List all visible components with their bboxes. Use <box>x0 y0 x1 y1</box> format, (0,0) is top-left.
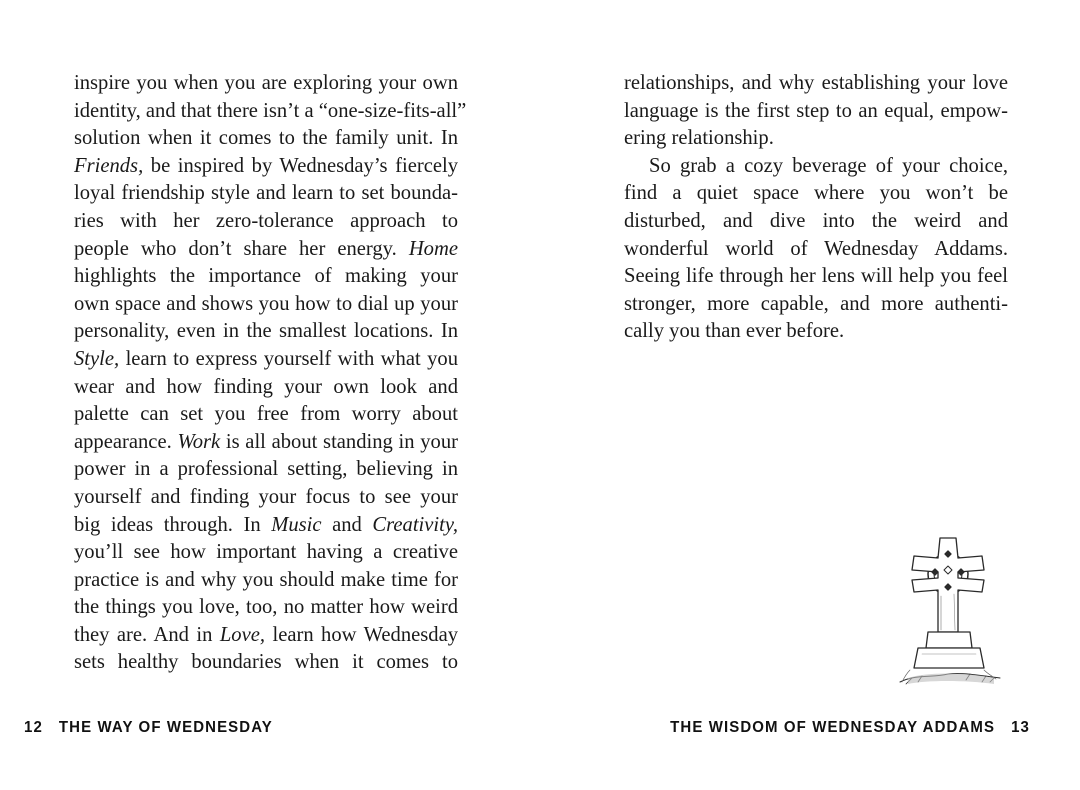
page-number: 12 <box>24 718 43 737</box>
body-line: inspire you when you are exploring your own <box>74 72 458 94</box>
section-name-music: Music <box>271 513 322 536</box>
body-line: sets healthy boundaries when it comes to <box>74 651 458 674</box>
right-page-body <box>624 70 1008 346</box>
body-line: Seeing life through her lens will help you feel <box>624 265 1008 288</box>
body-line: find a quiet space where you won’t be <box>624 182 1008 205</box>
section-name-friends: Friends, <box>74 154 144 177</box>
body-line: ering relationship. <box>624 127 774 150</box>
celtic-cross-gravestone-illustration <box>896 532 1006 702</box>
body-line: own space and shows you how to dial up your <box>74 292 458 315</box>
body-line: ries with her zero-tolerance approach to <box>74 209 458 232</box>
body-line: relationships, and why establishing your love <box>624 72 1008 94</box>
body-line: language is the first step to an equal, empow- <box>624 99 1008 122</box>
section-name-creativity: Creativity, <box>372 513 458 536</box>
body-line <box>74 429 458 457</box>
left-page-body <box>74 70 467 677</box>
body-line: highlights the importance of making your <box>74 265 458 288</box>
body-line: you’ll see how important having a creative <box>74 541 458 564</box>
body-line: practice is and why you should make time for <box>74 568 458 591</box>
body-line: palette can set you free from worry about <box>74 403 458 426</box>
body-line: wear and how finding your own look and <box>74 375 458 398</box>
body-line: power in a professional setting, believing in <box>74 458 458 481</box>
running-head: THE WAY OF WEDNESDAY <box>58 718 273 737</box>
section-name-work: Work <box>177 430 221 453</box>
body-text: big ideas through. In <box>74 513 272 536</box>
body-line: disturbed, and dive into the weird and <box>624 209 1008 232</box>
body-text: is all about standing in your <box>220 430 459 453</box>
body-line: So grab a cozy beverage of your choice, <box>649 154 1008 177</box>
body-text: appearance. <box>74 430 178 453</box>
body-text: and <box>321 513 373 536</box>
body-line: personality, even in the smallest locations. In <box>74 320 458 343</box>
body-line <box>74 622 458 650</box>
body-line: yourself and finding your focus to see your <box>74 485 458 508</box>
body-text: be inspired by Wednesday’s fiercely <box>143 154 458 177</box>
section-name-style: Style, <box>74 347 120 370</box>
section-name-home: Home <box>408 237 458 260</box>
body-line <box>74 512 458 540</box>
body-text: they are. And in <box>74 623 220 646</box>
page-number: 13 <box>1011 718 1030 737</box>
body-line: stronger, more capable, and more authenti- <box>624 292 1008 315</box>
body-text: learn how Wednesday <box>265 623 459 646</box>
body-line: solution when it comes to the family unit. In <box>74 127 458 150</box>
left-page-footer <box>24 719 273 737</box>
body-line <box>74 346 458 374</box>
body-line: the things you love, too, no matter how weird <box>74 596 458 619</box>
body-line: cally you than ever before. <box>624 320 845 343</box>
body-line <box>74 236 458 264</box>
body-line: wonderful world of Wednesday Addams. <box>624 237 1008 260</box>
right-page-footer <box>670 719 1030 737</box>
body-line: identity, and that there isn’t a “one-size-fits-all” <box>74 99 467 122</box>
body-text: people who don’t share her energy. <box>74 237 409 260</box>
section-name-love: Love, <box>219 623 266 646</box>
running-head: THE WISDOM OF WEDNESDAY ADDAMS <box>670 718 996 737</box>
body-line: loyal friendship style and learn to set bounda- <box>74 182 458 205</box>
body-text: learn to express yourself with what you <box>119 347 458 370</box>
body-line <box>74 153 458 181</box>
